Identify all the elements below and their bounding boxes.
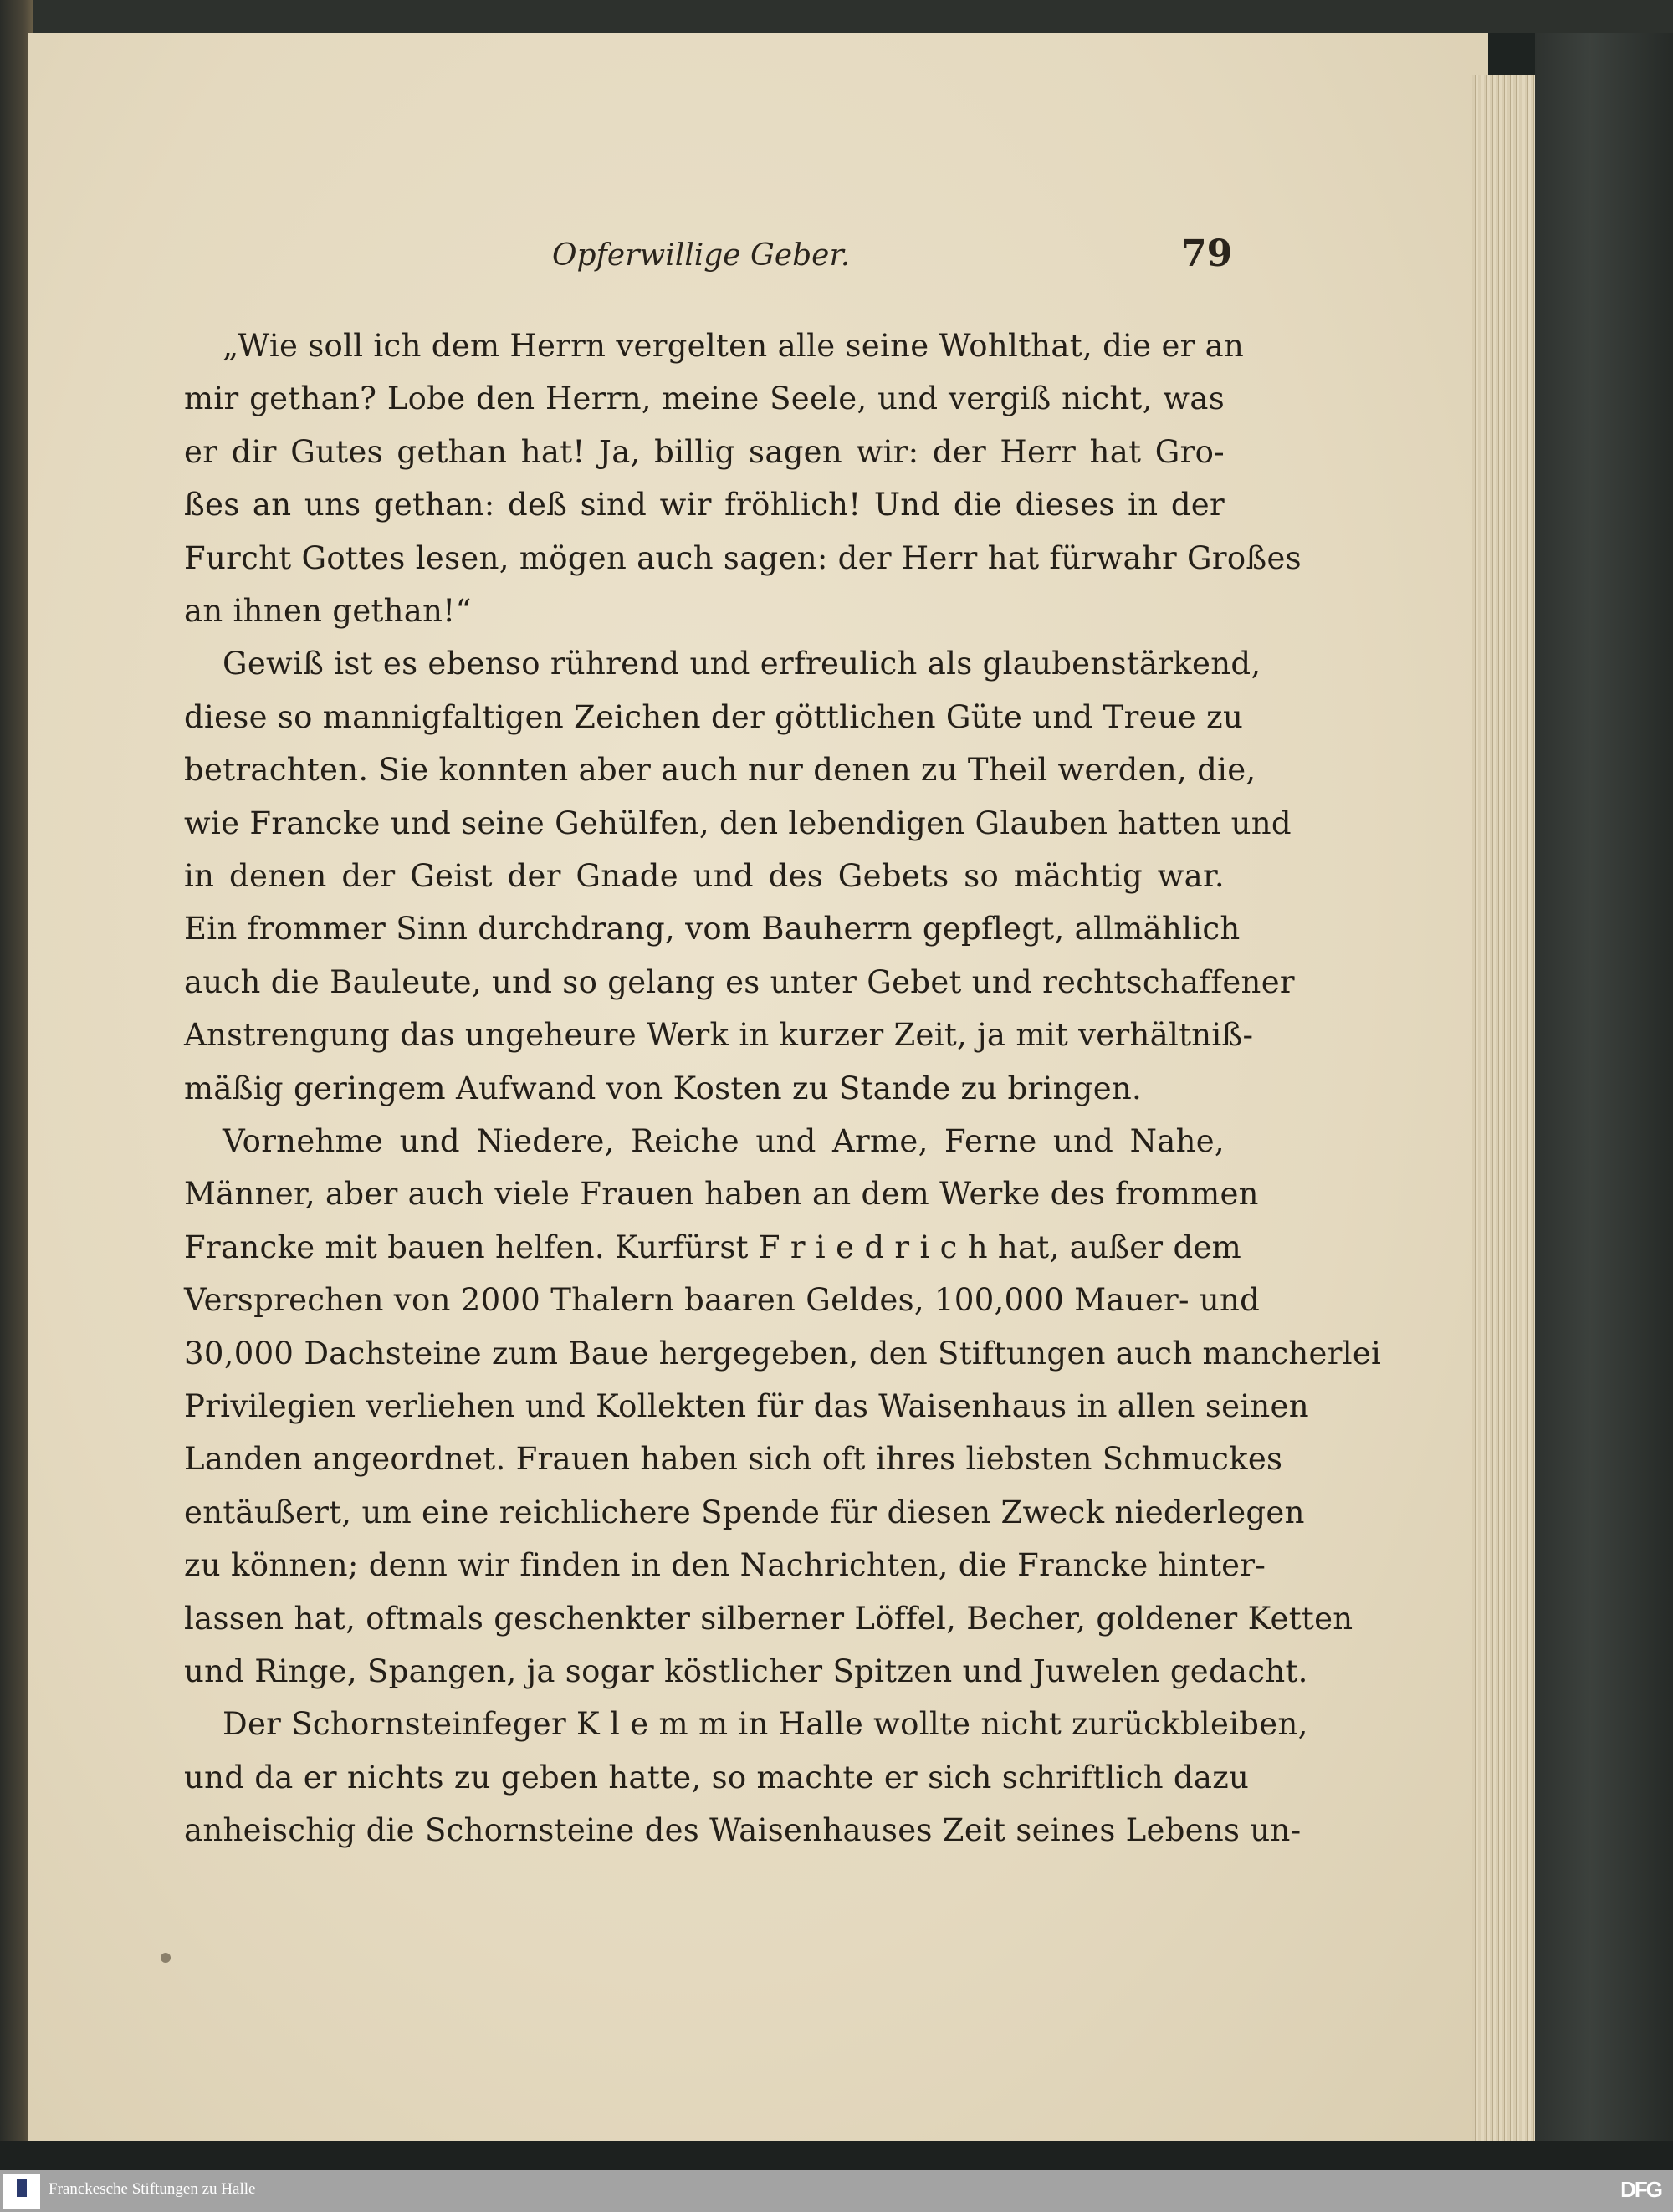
text-line: Privilegien verliehen und Kollekten für das Waisenhaus in allen seinen [184, 1388, 1309, 1424]
text-line: in denen der Geist der Gnade und des Gebets so mächtig war. [184, 858, 1225, 894]
running-head: Opferwillige Geber. [552, 238, 851, 273]
text-line: Ein frommer Sinn durchdrang, vom Bauherrn gepflegt, allmählich [184, 911, 1241, 948]
text-line: an ihnen gethan!“ [184, 593, 472, 629]
text-line: „Wie soll ich dem Herrn vergelten alle seine Wohlthat, die er an [223, 328, 1245, 364]
text-line: entäußert, um eine reichlichere Spende für diesen Zweck niederlegen [184, 1494, 1305, 1530]
text-line: mäßig geringem Aufwand von Kosten zu Stande zu bringen. [184, 1070, 1143, 1106]
dfg-logo[interactable]: DFG [1620, 2177, 1661, 2202]
text-line: Furcht Gottes lesen, mögen auch sagen: der Herr hat fürwahr Großes [184, 539, 1302, 576]
book-cover-bottom [0, 2141, 1673, 2170]
text-line: wie Francke und seine Gehülfen, den lebendigen Glauben hatten und [184, 805, 1292, 841]
page-number: 79 [1181, 232, 1233, 275]
text-line: Der Schornsteinfeger K l e m m in Halle wollte nicht zurückbleiben, [223, 1706, 1308, 1743]
text-line: 30,000 Dachsteine zum Baue hergegeben, den Stiftungen auch mancherlei [184, 1335, 1382, 1372]
text-line: mir gethan? Lobe den Herrn, meine Seele, und vergiß nicht, was [184, 381, 1225, 417]
text-line: diese so mannigfaltigen Zeichen der göttlichen Güte und Treue zu [184, 698, 1244, 735]
book-cover-right [1535, 33, 1673, 2170]
text-line: betrachten. Sie konnten aber auch nur denen zu Theil werden, die, [184, 752, 1256, 789]
text-line: und da er nichts zu geben hatte, so machte er sich schriftlich dazu [184, 1759, 1250, 1796]
text-line: zu können; denn wir finden in den Nachrichten, die Francke hinter- [184, 1547, 1266, 1584]
institution-name[interactable]: Franckesche Stiftungen zu Halle [49, 2180, 256, 2198]
text-line: ßes an uns gethan: deß sind wir fröhlich! Und die dieses in der [184, 487, 1225, 524]
text-line: lassen hat, oftmals geschenkter silberner Löffel, Becher, goldener Ketten [184, 1600, 1353, 1637]
page-edges [1472, 75, 1539, 2149]
text-line: Anstrengung das ungeheure Werk in kurzer Zeit, ja mit verhältniß- [184, 1017, 1254, 1054]
text-line: Vornehme und Niedere, Reiche und Arme, Ferne und Nahe, [223, 1123, 1225, 1159]
text-line: Gewiß ist es ebenso rührend und erfreulich als glaubenstärkend, [223, 646, 1261, 682]
text-line: Francke mit bauen helfen. Kurfürst F r i e d r i c h hat, außer dem [184, 1229, 1242, 1265]
institution-logo-icon[interactable] [3, 2174, 40, 2209]
text-line: Versprechen von 2000 Thalern baaren Geldes, 100,000 Mauer- und [184, 1282, 1261, 1319]
text-line: Männer, aber auch viele Frauen haben an dem Werke des frommen [184, 1176, 1259, 1213]
text-line: und Ringe, Spangen, ja sogar köstlicher Spitzen und Juwelen gedacht. [184, 1653, 1308, 1689]
book-cover-top [0, 0, 1673, 33]
footer-bar [0, 2170, 1673, 2212]
text-line: anheischig die Schornsteine des Waisenhauses Zeit seines Lebens un- [184, 1812, 1302, 1849]
paper-speck [161, 1953, 171, 1963]
text-line: er dir Gutes gethan hat! Ja, billig sagen wir: der Herr hat Gro- [184, 433, 1225, 470]
text-line: Landen angeordnet. Frauen haben sich oft ihres liebsten Schmuckes [184, 1441, 1283, 1478]
text-line: auch die Bauleute, und so gelang es unter Gebet und rechtschaffener [184, 963, 1295, 1000]
